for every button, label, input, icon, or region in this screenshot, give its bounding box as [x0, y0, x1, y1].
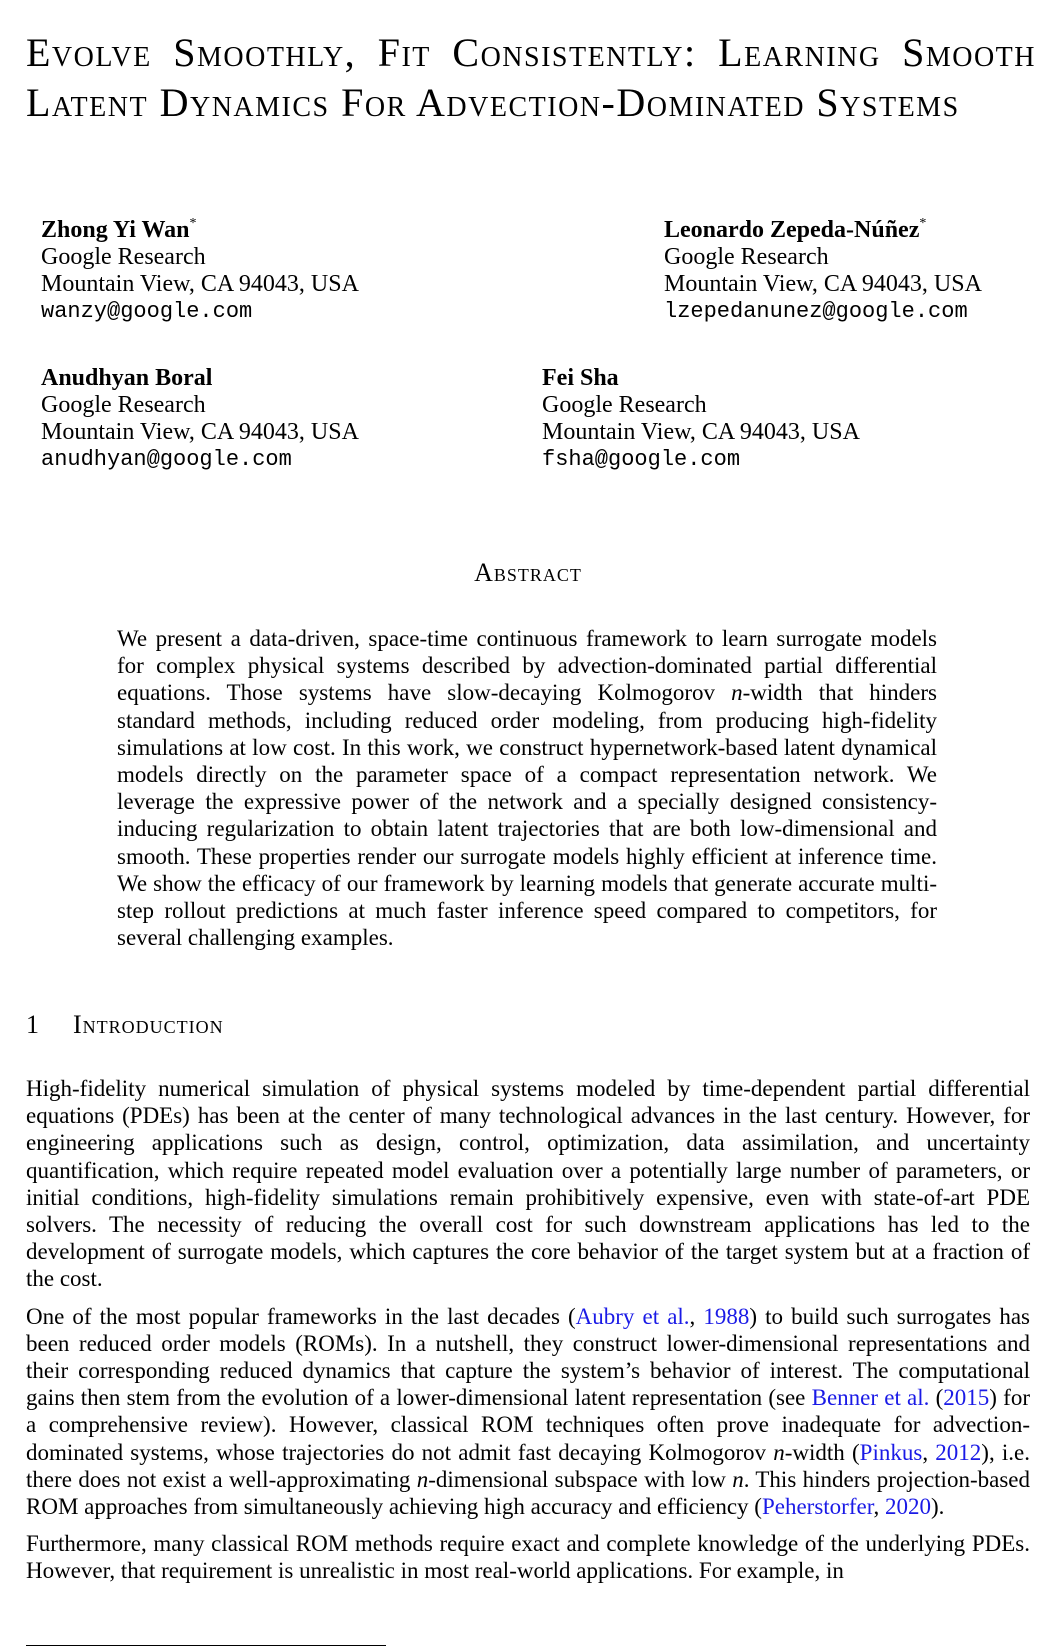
footnote-rule	[26, 1645, 386, 1646]
math-variable: n	[773, 1439, 785, 1465]
author-name: Zhong Yi Wan*	[41, 216, 197, 243]
math-variable: n	[416, 1466, 429, 1492]
paper-title: Evolve Smoothly, Fit Consistently: Learning Smooth Latent Dynamics For Advection-Dominated Systems	[26, 30, 1036, 125]
citation-link[interactable]: 2020	[884, 1494, 931, 1520]
author-block-boral	[41, 365, 359, 473]
author-block-zepeda-nunez	[664, 210, 982, 325]
author-affiliation: Google Research	[664, 244, 829, 270]
citation-link[interactable]: 2015	[943, 1385, 990, 1411]
author-name: Anudhyan Boral	[41, 365, 213, 391]
author-name: Leonardo Zepeda-Núñez*	[664, 216, 927, 243]
abstract-text: We present a data-driven, space-time continuous framework to learn surrogate models for complex physical systems described by advection-dominated partial differential equations. Those systems have slow-decaying Kolmogorov n-width that hinders standard methods, including reduced order modeling, from producing high-fidelity simulations at low cost. In this work, we construct hypernetwork-based latent dynamical models directly on the parameter space of a compact representation network. We leverage the expressive power of the network and a specially designed consistency-inducing regularization to obtain latent trajectories that are both low-dimensional and smooth. These properties render our surrogate models highly efficient at inference time. We show the efficacy of our framework by learning models that generate accurate multi-step rollout predictions at much faster inference speed compared to competitors, for several challenging examples.	[117, 626, 937, 951]
math-variable: n	[731, 680, 743, 706]
citation-link[interactable]: 1988	[703, 1303, 750, 1329]
citation-link[interactable]: Peherstorfer	[761, 1494, 874, 1520]
author-email: anudhyan@google.com	[41, 447, 292, 472]
citation-link[interactable]: Aubry et al.	[575, 1303, 690, 1329]
author-block-sha	[542, 365, 860, 473]
math-variable: n	[732, 1466, 744, 1492]
author-affiliation: Google Research	[41, 244, 206, 270]
author-affiliation: Google Research	[41, 392, 206, 418]
section-heading-introduction	[26, 1010, 224, 1040]
section-title: Introduction	[73, 1010, 224, 1039]
author-name: Fei Sha	[542, 365, 619, 391]
paragraph-3: Furthermore, many classical ROM methods require exact and complete knowledge of the underlying PDEs. However, that requirement is unrealistic in most real-world applications. For example, in	[26, 1531, 1030, 1584]
author-address: Mountain View, CA 94043, USA	[664, 271, 982, 297]
author-address: Mountain View, CA 94043, USA	[542, 419, 860, 445]
author-block-wan	[41, 210, 359, 325]
abstract-heading: Abstract	[474, 558, 582, 587]
citation-link[interactable]: Benner et al.	[811, 1385, 930, 1411]
introduction-body	[26, 1075, 1030, 1595]
author-affiliation: Google Research	[542, 392, 707, 418]
citation-link[interactable]: 2012	[935, 1439, 982, 1465]
author-email: fsha@google.com	[542, 447, 741, 472]
paragraph-1: High-fidelity numerical simulation of physical systems modeled by time-dependent partial differential equations (PDEs) has been at the center of many technological advances in the last century. However, for engineering applications such as design, control, optimization, data assimilation, and uncertainty quantification, which require repeated model evaluation over a potentially large number of parameters, or initial conditions, high-fidelity simulations remain prohibitively expensive, even with state-of-art PDE solvers. The necessity of reducing the overall cost for such downstream applications has led to the development of surrogate models, which captures the core behavior of the target system but at a fraction of the cost.	[26, 1076, 1030, 1292]
section-number: 1	[26, 1010, 40, 1039]
author-email: lzepedanunez@google.com	[664, 299, 968, 324]
author-address: Mountain View, CA 94043, USA	[41, 271, 359, 297]
author-email: wanzy@google.com	[41, 299, 253, 324]
paragraph-2: One of the most popular frameworks in the last decades (Aubry et al., 1988) to build such surrogates has been reduced order models (ROMs). In a nutshell, they construct lower-dimensional representations and their corresponding reduced dynamics that capture the system’s behavior of interest. The computational gains then stem from the evolution of a lower-dimensional latent representation (see Benner et al. (2015) for a comprehensive review). However, classical ROM techniques often prove inadequate for advection-dominated systems, whose trajectories do not admit fast decaying Kolmogorov n-width (Pinkus, 2012), i.e. there does not exist a well-approximating n-dimensional subspace with low n. This hinders projection-based ROM approaches from simultaneously achieving high accuracy and efficiency (Peherstorfer, 2020).	[26, 1303, 1030, 1520]
author-address: Mountain View, CA 94043, USA	[41, 419, 359, 445]
citation-link[interactable]: Pinkus	[859, 1439, 923, 1465]
